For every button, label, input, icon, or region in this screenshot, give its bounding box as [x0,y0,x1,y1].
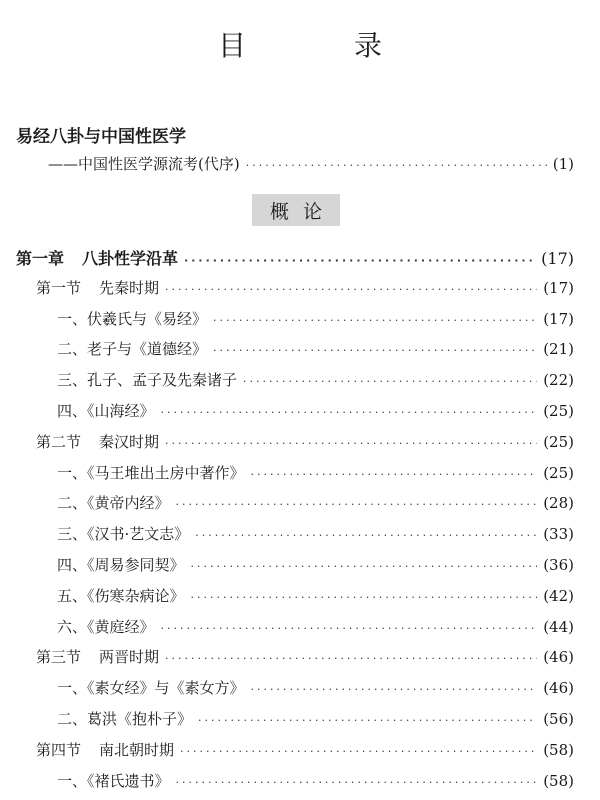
toc-entry-section[interactable] [36,277,574,298]
section-heading: 概论 [252,194,340,226]
toc-entry-item[interactable] [57,338,574,359]
dot-leader [195,530,537,541]
toc-entry-title [36,739,174,760]
toc-entry-item[interactable] [57,554,574,575]
toc-entry-text: 秦汉时期 [99,432,160,451]
toc-entry-item[interactable] [57,770,574,791]
toc-entry-item[interactable] [57,492,574,513]
toc-entry-title: 一、《素女经》与《素女方》 [57,679,245,698]
toc-page-number: (56) [543,710,574,728]
toc-entry-text: 先秦时期 [99,278,160,297]
toc-entry-item[interactable] [57,585,574,606]
toc-entry-text: 南北朝时期 [99,740,175,759]
toc-page-number: (25) [543,402,574,420]
toc-entry-text: 两晋时期 [99,648,160,667]
toc-page-number: (17) [541,249,574,268]
toc-entry-number: 第三节 [36,648,82,667]
toc-page-number: (36) [543,556,574,574]
toc-entry-item[interactable] [57,523,574,544]
toc-page-number: (46) [543,648,574,667]
dot-leader [213,345,537,356]
toc-entry-item[interactable] [57,616,574,637]
toc-entry-title: 一、《马王堆出土房中著作》 [57,463,245,482]
toc-page-number: (58) [543,740,574,759]
toc-entry-section[interactable] [36,431,574,452]
dot-leader [176,777,538,788]
dot-leader [191,561,538,572]
toc-entry-text: 八卦性学沿革 [82,249,179,268]
toc-entry-title: 三、孔子、孟子及先秦诸子 [57,371,238,390]
toc-entry-item[interactable] [57,462,574,483]
dot-leader [165,438,537,449]
toc-page-number: (25) [543,463,574,482]
dot-leader [251,469,538,480]
dot-leader [161,623,538,634]
dot-leader [251,684,538,695]
toc-entry-title: 四、《周易参同契》 [57,556,185,574]
dot-leader [161,407,538,418]
toc-entry-title: 六、《黄庭经》 [57,617,155,636]
toc-entry-item[interactable] [57,400,574,421]
toc-entry-chapter[interactable] [16,246,574,269]
toc-page-number: (28) [543,494,574,513]
dot-leader [191,592,538,603]
dot-leader [165,284,537,295]
dot-leader [198,715,537,726]
toc-entry-section[interactable] [36,739,574,760]
toc-entry-title: 二、《黄帝内经》 [57,494,170,513]
dot-leader [213,315,537,326]
toc-page-number: (21) [543,340,574,359]
toc-entry-title [36,431,159,452]
toc-entry-number: 第二节 [36,432,82,451]
toc-entry-item[interactable] [57,369,574,390]
toc-entry-number: 第四节 [36,740,82,759]
toc-entry-title [36,646,159,667]
toc-entry-title: 五、《伤寒杂病论》 [57,586,185,605]
toc-entry-title: 一、伏羲氏与《易经》 [57,309,208,328]
toc-page-number: (44) [543,617,574,636]
toc-entry-number: 第一节 [36,278,82,297]
toc-page-number: (17) [543,278,574,297]
toc-entry-section[interactable] [36,646,574,667]
page-title: 目 录 [217,29,422,62]
toc-entry-title: 四、《山海经》 [57,402,155,420]
toc-page-number: (42) [543,586,574,605]
toc-page-number: (25) [543,432,574,451]
dot-leader [180,746,537,757]
toc-page-number: (33) [543,525,574,544]
toc-entry-title [16,246,178,269]
toc-entry-title: 二、葛洪《抱朴子》 [57,710,193,728]
preface-subtitle: ——中国性医学源流考(代序) [48,155,240,173]
dot-leader [243,376,537,387]
preface-entry[interactable] [48,153,574,174]
toc-page-number: (17) [543,309,574,328]
toc-page-number: (22) [543,371,574,390]
toc-entry-title [36,277,159,298]
dot-leader [246,160,547,171]
toc-entry-item[interactable] [57,308,574,329]
dot-leader [165,653,537,664]
toc-page-number: (46) [543,679,574,698]
toc-entry-title: 三、《汉书·艺文志》 [57,525,190,544]
toc-entry-title: 一、《褚氏遗书》 [57,771,170,790]
toc-entry-title: 二、老子与《道德经》 [57,340,208,359]
toc-page-number: (58) [543,771,574,790]
dot-leader [176,499,538,510]
dot-leader [184,255,535,266]
toc-entry-item[interactable] [57,708,574,729]
preface-page-number: (1) [552,155,574,173]
toc-entry-item[interactable] [57,677,574,698]
preface-title: 易经八卦与中国性医学 [16,127,186,147]
toc-entry-number: 第一章 [16,249,65,268]
